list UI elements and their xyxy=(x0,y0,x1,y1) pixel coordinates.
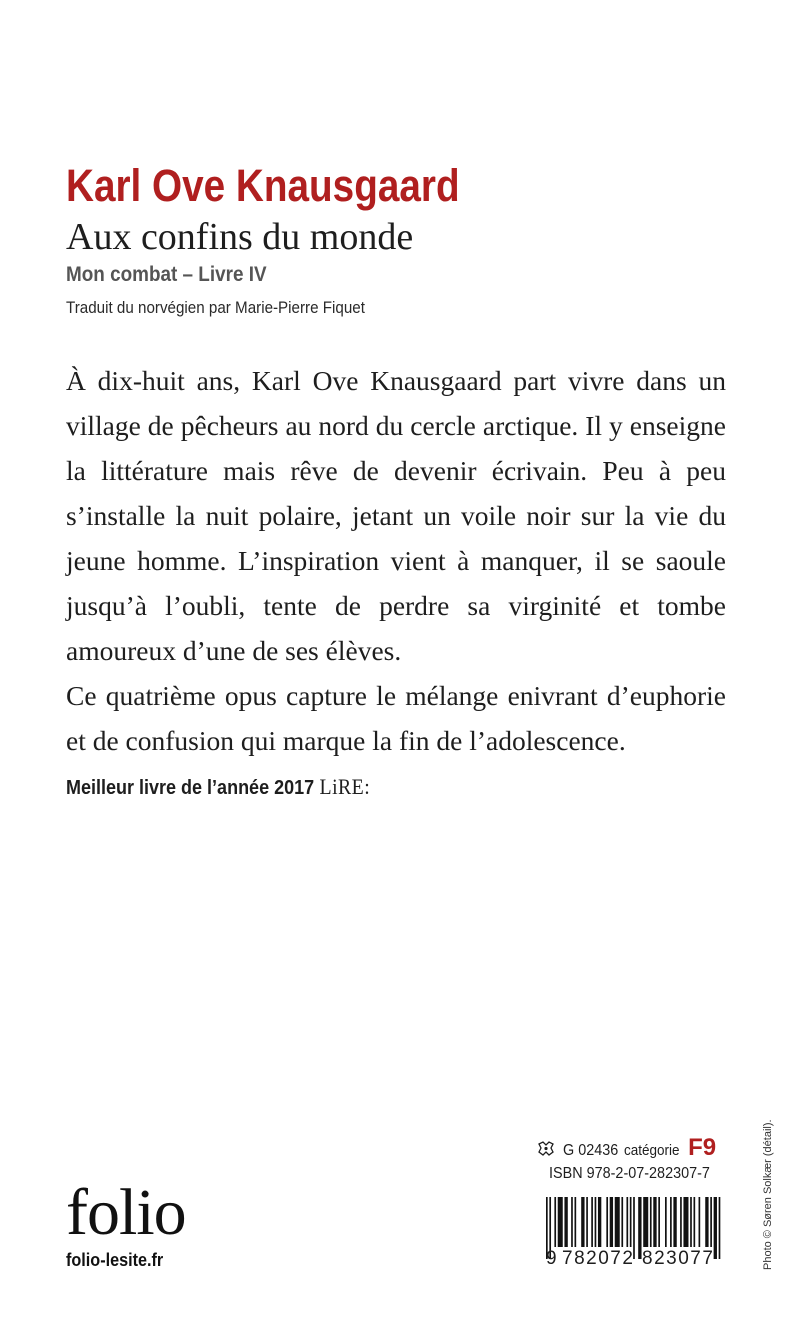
award-text: Meilleur livre de l’année 2017 xyxy=(66,777,315,799)
barcode-bar xyxy=(658,1197,660,1247)
barcode-bar xyxy=(558,1197,563,1247)
barcode-bar xyxy=(630,1197,632,1247)
author-name: Karl Ove Knausgaard xyxy=(66,160,460,211)
catalog-number: G 02436 xyxy=(563,1142,619,1159)
barcode-bar xyxy=(606,1197,608,1247)
barcode-bar xyxy=(699,1197,701,1247)
barcode-bar xyxy=(670,1197,672,1247)
photo-credit: Photo © Søren Solkær (détail). xyxy=(762,1119,774,1270)
barcode-bar xyxy=(575,1197,577,1247)
barcode-bar xyxy=(690,1197,692,1247)
barcode-bar xyxy=(610,1197,613,1247)
barcode-bar xyxy=(591,1197,593,1247)
barcode-digit-prefix: 9 xyxy=(546,1248,557,1269)
barcode-bar xyxy=(595,1197,597,1247)
catalog-codes xyxy=(537,1134,722,1164)
barcode-bar xyxy=(650,1197,652,1247)
publisher-website: folio-lesite.fr xyxy=(66,1250,164,1270)
barcode-bar xyxy=(665,1197,667,1247)
book-title: Aux confins du monde xyxy=(66,216,414,258)
barcode-bar xyxy=(680,1197,682,1247)
blurb-paragraph-2: Ce quatrième opus capture le mélange enivrant d’euphorie et de confusion qui marque la fin de l’adolescence. xyxy=(66,680,726,756)
barcode-bar xyxy=(673,1197,676,1247)
barcode-bar xyxy=(554,1197,556,1247)
barcode-bar xyxy=(653,1197,656,1247)
barcode-bar xyxy=(571,1197,573,1247)
barcode-bar xyxy=(710,1197,712,1247)
barcode-bar xyxy=(581,1197,584,1247)
barcode-bar xyxy=(626,1197,628,1247)
category-label: catégorie xyxy=(624,1142,680,1159)
barcode-bar xyxy=(564,1197,567,1247)
barcode-bar xyxy=(705,1197,708,1247)
back-cover-blurb xyxy=(66,358,726,763)
folio-logo: folio xyxy=(66,1176,186,1249)
barcode-bar xyxy=(586,1197,588,1247)
barcode-bar xyxy=(694,1197,696,1247)
barcode-bar xyxy=(683,1197,688,1247)
barcode-bar xyxy=(621,1197,623,1247)
barcode-digits xyxy=(546,1248,726,1270)
barcode-bar xyxy=(598,1197,601,1247)
blurb-paragraph-1: À dix-huit ans, Karl Ove Knausgaard part vivre dans un village de pêcheurs au nord du cercle arctique. Il y enseigne la littérature mais rêve de devenir écrivain. Peu à peu s’installe la nuit polaire, jetant un voile noir sur la vie du jeune homme. L’inspiration vient à manquer, il se saoule jusqu’à l’oubli, tente de perdre sa virginité et tombe amoureux d’une de ses élèves. xyxy=(66,365,726,666)
isbn: ISBN 978-2-07-282307-7 xyxy=(549,1165,710,1182)
barcode-bar xyxy=(643,1197,648,1247)
category-code: F9 xyxy=(688,1134,717,1161)
series-subtitle: Mon combat – Livre IV xyxy=(66,263,267,286)
barcode-bar xyxy=(615,1197,620,1247)
catalog-line xyxy=(537,1134,722,1164)
barcode-digit-group-left: 782072 xyxy=(562,1248,635,1269)
barcode-digit-group-right: 823077 xyxy=(642,1248,715,1269)
lire-magazine-logo: LiRE: xyxy=(319,774,371,799)
gallimard-emblem-icon xyxy=(537,1141,555,1157)
translator-credit: Traduit du norvégien par Marie-Pierre Fiquet xyxy=(66,299,365,317)
award-line xyxy=(66,774,370,800)
